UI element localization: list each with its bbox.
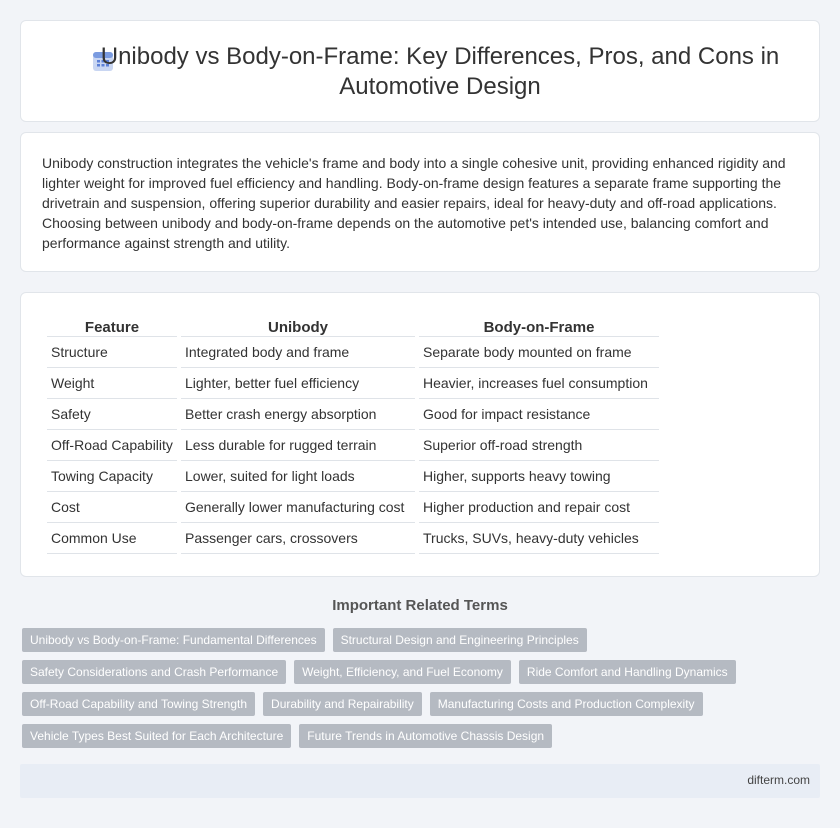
table-cell: Lighter, better fuel efficiency: [181, 368, 415, 399]
intro-paragraph: Unibody construction integrates the vehicle's frame and body into a single cohesive unit, providing enhanced rigidity and lighter weight for improved fuel efficiency and handling. Body-on-frame design features a separate frame supporting the drivetrain and suspension, offering superior durability and easier repairs, ideal for heavy-duty and off-road applications. Choosing between unibody and body-on-frame depends on the automotive pet's intended use, balancing comfort and performance against strength and utility.: [42, 155, 786, 251]
tag-row: [22, 724, 782, 748]
table-cell: Less durable for rugged terrain: [181, 430, 415, 461]
table-cell: Superior off-road strength: [419, 430, 659, 461]
comparison-table: [43, 315, 663, 554]
tag-row: [22, 660, 782, 684]
tag-row: [22, 692, 782, 716]
table-row: [47, 430, 659, 461]
column-header-body-on-frame: Body-on-Frame: [419, 315, 659, 337]
related-terms-list: [22, 628, 782, 756]
table-cell: Higher production and repair cost: [419, 492, 659, 523]
related-term-tag[interactable]: Structural Design and Engineering Principles: [333, 628, 587, 652]
table-cell: Weight: [47, 368, 177, 399]
table-cell: Better crash energy absorption: [181, 399, 415, 430]
footer: [20, 764, 820, 798]
table-cell: Cost: [47, 492, 177, 523]
table-cell: Towing Capacity: [47, 461, 177, 492]
table-row: [47, 461, 659, 492]
related-term-tag[interactable]: Ride Comfort and Handling Dynamics: [519, 660, 736, 684]
related-term-tag[interactable]: Durability and Repairability: [263, 692, 422, 716]
column-header-feature: Feature: [47, 315, 177, 337]
comparison-card: [20, 292, 820, 577]
table-cell: Safety: [47, 399, 177, 430]
table-cell: Structure: [47, 337, 177, 368]
related-term-tag[interactable]: Safety Considerations and Crash Performance: [22, 660, 286, 684]
table-cell: Passenger cars, crossovers: [181, 523, 415, 554]
related-term-tag[interactable]: Unibody vs Body-on-Frame: Fundamental Differences: [22, 628, 325, 652]
table-cell: Heavier, increases fuel consumption: [419, 368, 659, 399]
table-row: [47, 368, 659, 399]
related-term-tag[interactable]: Vehicle Types Best Suited for Each Architecture: [22, 724, 291, 748]
table-row: [47, 399, 659, 430]
table-row: [47, 492, 659, 523]
table-row: [47, 523, 659, 554]
table-row: [47, 337, 659, 368]
table-cell: Separate body mounted on frame: [419, 337, 659, 368]
related-term-tag[interactable]: Off-Road Capability and Towing Strength: [22, 692, 255, 716]
page-title: Unibody vs Body-on-Frame: Key Differences, Pros, and Cons in Automotive Design: [100, 43, 780, 100]
table-header-row: [47, 315, 659, 337]
intro-card: [20, 132, 820, 272]
related-term-tag[interactable]: Future Trends in Automotive Chassis Design: [299, 724, 552, 748]
title-card: [20, 20, 820, 122]
related-terms-heading: Important Related Terms: [332, 597, 508, 614]
table-cell: Higher, supports heavy towing: [419, 461, 659, 492]
related-term-tag[interactable]: Manufacturing Costs and Production Complexity: [430, 692, 703, 716]
related-term-tag[interactable]: Weight, Efficiency, and Fuel Economy: [294, 660, 511, 684]
table-cell: Lower, suited for light loads: [181, 461, 415, 492]
tag-row: [22, 628, 782, 652]
table-cell: Integrated body and frame: [181, 337, 415, 368]
table-cell: Good for impact resistance: [419, 399, 659, 430]
footer-site-name[interactable]: difterm.com: [747, 773, 810, 787]
table-cell: Off-Road Capability: [47, 430, 177, 461]
column-header-unibody: Unibody: [181, 315, 415, 337]
table-cell: Trucks, SUVs, heavy-duty vehicles: [419, 523, 659, 554]
table-cell: Common Use: [47, 523, 177, 554]
table-cell: Generally lower manufacturing cost: [181, 492, 415, 523]
